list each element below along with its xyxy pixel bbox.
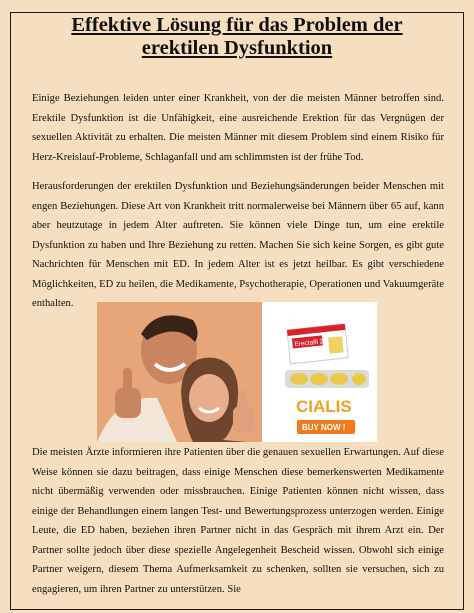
blister-pack <box>285 370 369 388</box>
woman-thumb <box>239 390 247 410</box>
ad-banner-illustration <box>97 302 377 442</box>
pill-4 <box>352 373 366 385</box>
pill-1 <box>290 373 308 385</box>
woman-face-front <box>189 374 229 422</box>
paragraph-2: Herausforderungen der erektilen Dysfunktion und Beziehungsänderungen beider Menschen mit engen Beziehungen. Diese Art von Krankheit tritt normalerweise bei Männern über 65 auf, kann aber heutzutage in jedem Alter auftreten. Sie können viele Dinge tun, um eine erektile Dysfunktion zu haben und Ihre Beziehung zu retten. Machen Sie sich keine Sorgen, es gibt gute Nachrichten für Menschen mit ED. In jedem Alter ist es jetzt heilbar. Es gibt verschiedene Möglichkeiten, ED zu heilen, die Medikamente, Psychotherapie, Operationen und Vakuumgeräte enthalten. <box>32 181 444 309</box>
medicine-pack <box>287 324 348 364</box>
brand-name: CIALIS <box>296 397 352 416</box>
paragraph-3: Die meisten Ärzte informieren ihre Patienten über die genauen sexuellen Erwartungen. Auf diese Weise können sie dazu beitragen, dass einige Menschen diese bemerkenswerten Medikamente nicht übermäßig verwenden oder missbrauchen. Einige Patienten können nicht wissen, dass einige der Behandlungen einem langen Test- und Bewertungsprozess unterzogen werden. Einige Leute, die ED haben, beziehen ihren Partner nicht in das Gespräch mit ihrem Arzt ein. Der Partner sollte jedoch über diese spezielle Angelegenheit Bescheid wissen. Obwohl sich einige Partner weigern, diesem Thema Aufmerksamkeit zu schenken, sollten sie versuchen, sich zu engagieren, um ihren Partner zu unterstützen. Sie <box>32 447 444 595</box>
buy-now-button[interactable]: BUY NOW ! <box>302 423 346 432</box>
pill-2 <box>310 373 328 385</box>
woman-thumb-hand <box>233 406 255 432</box>
man-thumb <box>123 368 132 392</box>
pack-pill-icon <box>328 336 344 353</box>
page-title <box>0 14 474 60</box>
title-line-1: Effektive Lösung für das Problem der <box>71 14 403 36</box>
pack-label: Erectafil 20 <box>294 337 328 349</box>
pill-3 <box>330 373 348 385</box>
title-line-2: erektilen Dysfunktion <box>141 37 333 59</box>
ad-banner-image <box>97 302 377 442</box>
man-thumb-hand <box>115 388 141 418</box>
paragraph-1: Einige Beziehungen leiden unter einer Krankheit, von der die meisten Männer betroffen sind. Erektile Dysfunktion ist die Unfähigkeit, eine ausreichende Erektion für das Vergnügen der sexuellen Aktivität zu erhalten. Die meisten Männer mit diesem Problem sind einem Risiko für Herz-Kreislauf-Probleme, Schlaganfall und am schlimmsten ist der frühe Tod. <box>32 93 444 163</box>
